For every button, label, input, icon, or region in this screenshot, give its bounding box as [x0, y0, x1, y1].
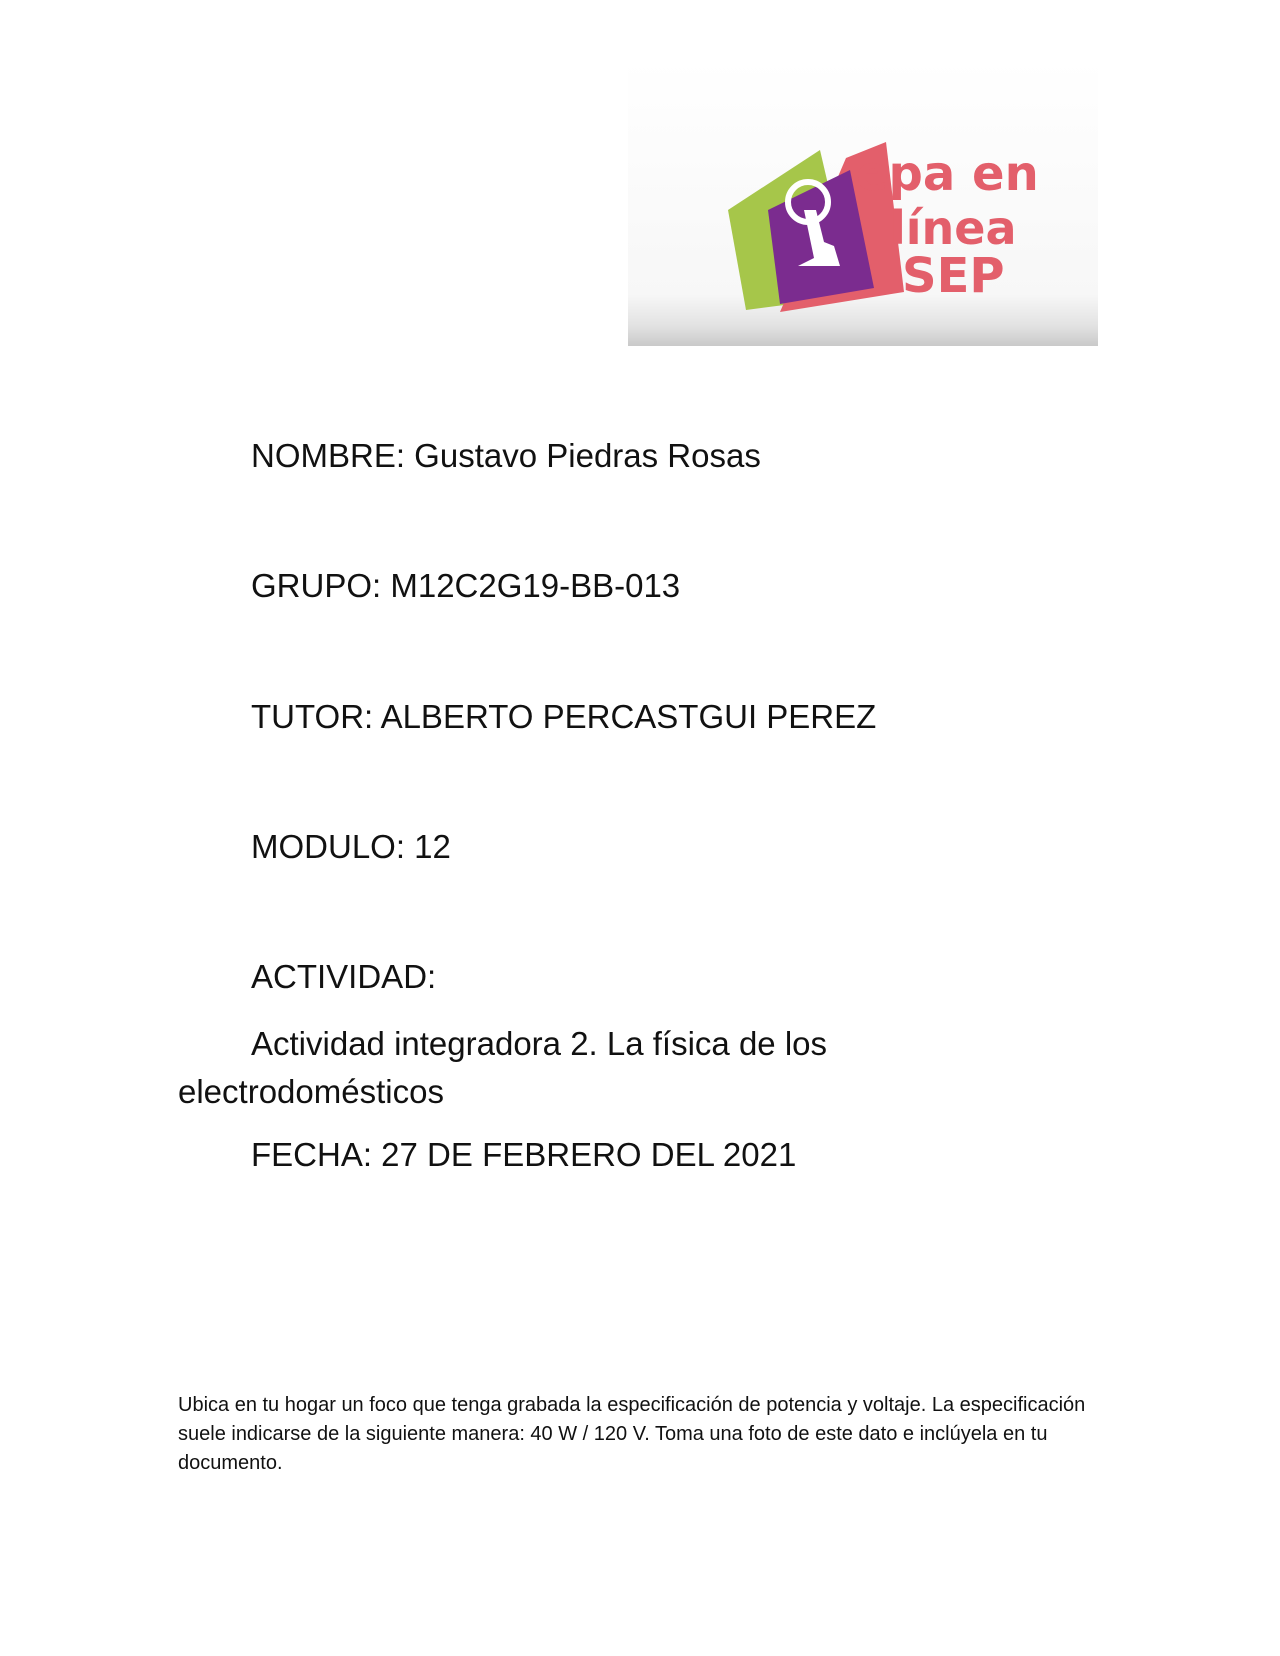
activity-label: ACTIVIDAD:: [251, 958, 437, 995]
logo-text-line1: epa en: [856, 146, 1039, 202]
date: FECHA: 27 DE FEBRERO DEL 2021: [251, 1136, 797, 1173]
activity-title: Actividad integradora 2. La física de los electrodomésticos: [178, 1025, 828, 1110]
group-code: GRUPO: M12C2G19-BB-013: [251, 567, 681, 604]
prepa-en-linea-sep-logo: [628, 60, 1098, 346]
logo-text-line3: SEP: [902, 248, 1005, 304]
logo-text-line2: línea: [890, 201, 1017, 255]
student-name: NOMBRE: Gustavo Piedras Rosas: [251, 437, 761, 474]
tutor-name: TUTOR: ALBERTO PERCASTGUI PEREZ: [251, 698, 877, 735]
module-number: MODULO: 12: [251, 828, 451, 865]
instructions-paragraph: Ubica en tu hogar un foco que tenga grabada la especificación de potencia y voltaje. La especificación suele indicarse de la siguiente manera: 40 W / 120 V. Toma una foto de este dato e inclúyela en tu documento.: [178, 1394, 1086, 1474]
